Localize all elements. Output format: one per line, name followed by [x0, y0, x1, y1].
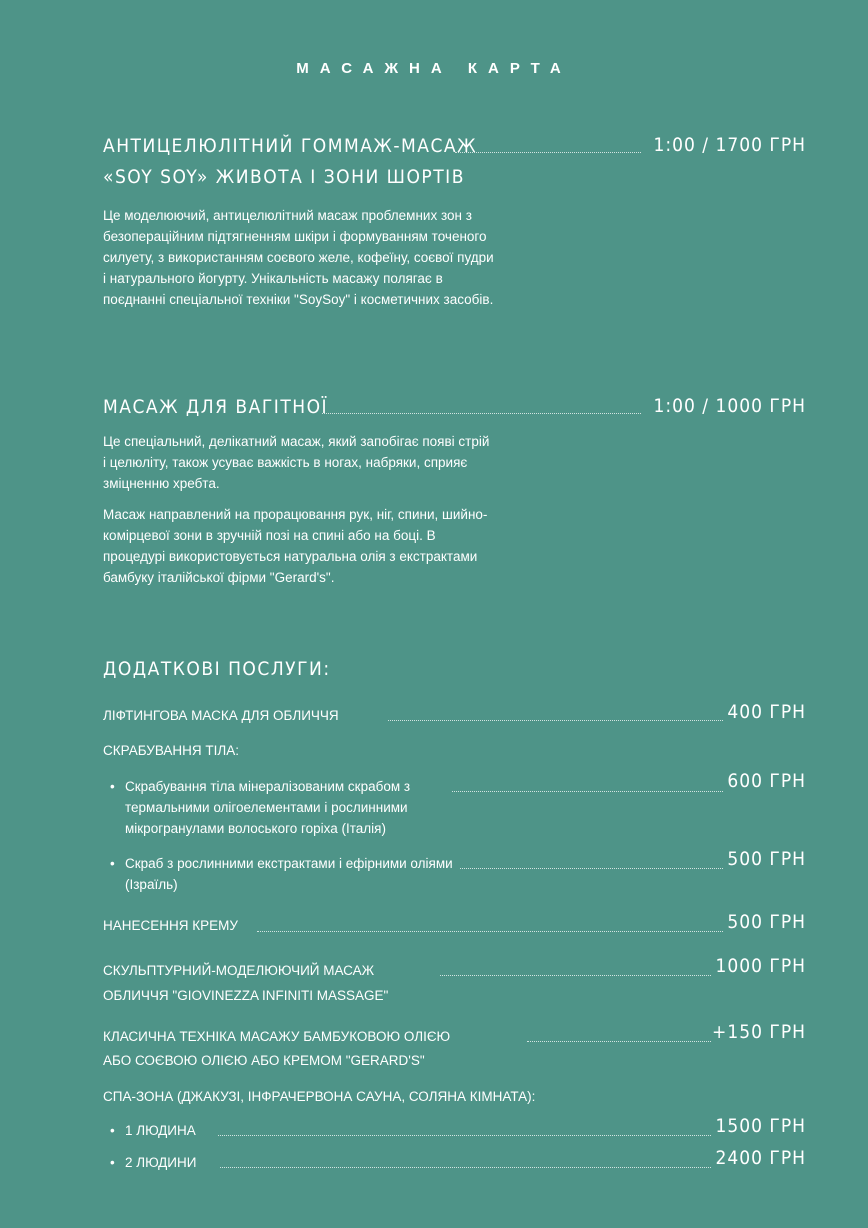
body-scrub-label: СКРАБУВАННЯ ТІЛА: [103, 743, 240, 758]
massage2-price: 1:00 / 1000 ГРН [653, 395, 806, 417]
massage2-description: Це спеціальний, делікатний масаж, який запобігає появі стрій і целюліту, також усуває важкість в ногах, набряки, сприяє зміцненню хребта. Масаж направлений на прорацювання рук, ніг, спини, шийно-комірцевої зони в зручній позі на спині або на боці. В процедурі використовується натуральна олія з екстрактами бамбуку італійської фірми "Gerard's". [103, 434, 490, 585]
dot-leader [322, 413, 641, 414]
dot-leader [460, 868, 723, 869]
body-scrub-item2-price: 500 ГРН [727, 848, 806, 870]
sculpt-price: 1000 ГРН [715, 955, 806, 977]
spa-one-label: • 1 ЛЮДИНА [125, 1120, 196, 1141]
massage1-title-line1: АНТИЦЕЛЮЛІТНИЙ ГОММАЖ-МАСАЖ [103, 135, 477, 157]
spa-one-price: 1500 ГРН [715, 1115, 806, 1137]
classic-label-line2: АБО СОЄВОЮ ОЛІЄЮ АБО КРЕМОМ "GERARD'S" [103, 1053, 425, 1068]
dot-leader [220, 1167, 711, 1168]
dot-leader [257, 931, 723, 932]
dot-leader [455, 152, 641, 153]
spa-label: СПА-ЗОНА (ДЖАКУЗІ, ІНФРАЧЕРВОНА САУНА, СОЛЯНА КІМНАТА): [103, 1089, 536, 1104]
dot-leader [218, 1135, 711, 1136]
sculpt-label-line1: СКУЛЬПТУРНИЙ-МОДЕЛЮЮЧИЙ МАСАЖ [103, 963, 375, 978]
extras-heading: ДОДАТКОВІ ПОСЛУГИ: [103, 658, 331, 680]
body-scrub-item2-label: • Скраб з рослинними екстрактами і ефірними оліями (Ізраїль) [125, 853, 465, 895]
lifting-mask-label: ЛІФТИНГОВА МАСКА ДЛЯ ОБЛИЧЧЯ [103, 708, 339, 723]
dot-leader [388, 720, 723, 721]
page-title: МАСАЖНА КАРТА [296, 60, 572, 77]
body-scrub-item1-label: • Скрабування тіла мінералізованим скрабом з термальними олігоелементами і рослинними мікрогранулами волоського горіха (Італія) [125, 776, 475, 839]
classic-price: +150 ГРН [712, 1021, 806, 1043]
cream-label: НАНЕСЕННЯ КРЕМУ [103, 918, 238, 933]
massage1-title-line2: «SOY SOY» ЖИВОТА І ЗОНИ ШОРТІВ [103, 166, 465, 188]
dot-leader [527, 1041, 711, 1042]
lifting-mask-price: 400 ГРН [727, 701, 806, 723]
cream-price: 500 ГРН [727, 911, 806, 933]
body-scrub-item1-price: 600 ГРН [727, 770, 806, 792]
massage1-price: 1:00 / 1700 ГРН [653, 134, 806, 156]
spa-two-label: • 2 ЛЮДИНИ [125, 1152, 196, 1173]
dot-leader [440, 975, 711, 976]
massage2-title: МАСАЖ ДЛЯ ВАГІТНОЇ [103, 396, 329, 418]
spa-two-price: 2400 ГРН [715, 1147, 806, 1169]
dot-leader [452, 791, 723, 792]
sculpt-label-line2: ОБЛИЧЧЯ "GIOVINEZZA INFINITI MASSAGE" [103, 988, 389, 1003]
massage1-description: Це моделюючий, антицелюлітний масаж проблемних зон з безопераційним підтягненням шкіри і формуванням точеного силуету, з використанням соєвого желе, кофеїну, соєвої пудри і натурального йогурту. Унікальність масажу полягає в поєднанні спеціальної техніки "SoySoy" і косметичних засобів. [103, 208, 494, 307]
classic-label-line1: КЛАСИЧНА ТЕХНІКА МАСАЖУ БАМБУКОВОЮ ОЛІЄЮ [103, 1029, 451, 1044]
